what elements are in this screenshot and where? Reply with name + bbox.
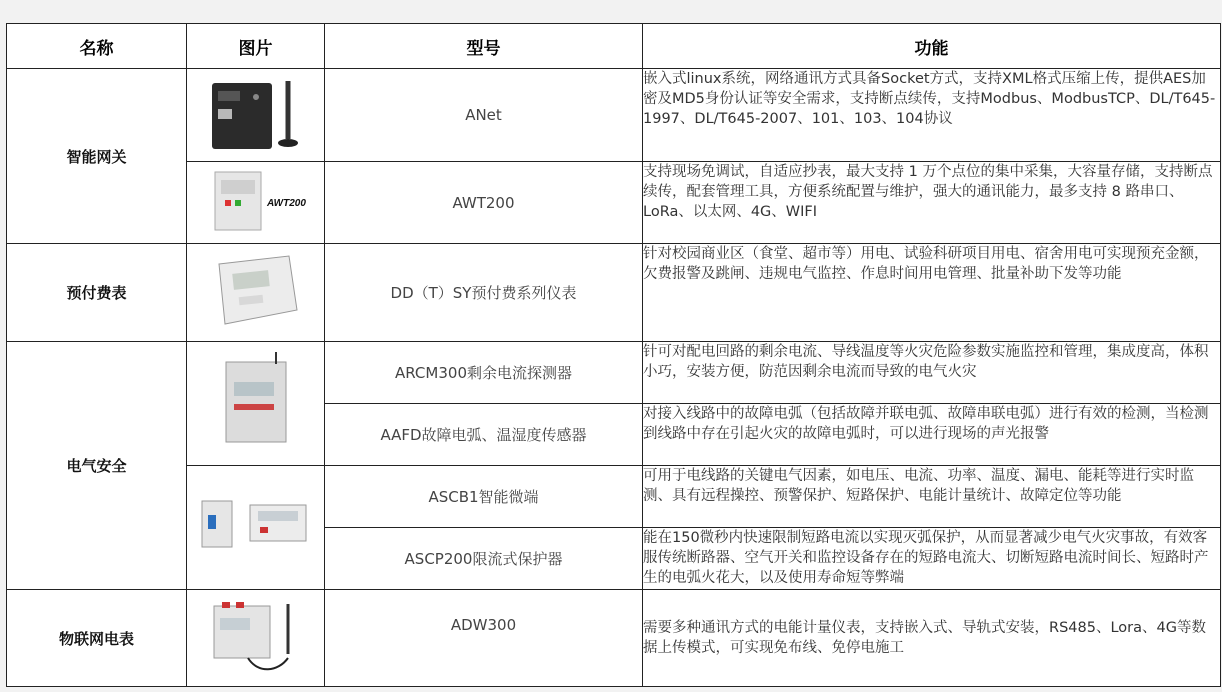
table-row: [7, 342, 1221, 404]
header-image: 图片: [187, 24, 325, 69]
awt200-device-image: [211, 166, 306, 236]
model-adw300: ADW300: [325, 590, 643, 687]
category-iot-meter: 物联网电表: [7, 590, 187, 687]
header-model: 型号: [325, 24, 643, 69]
model-ascp200: ASCP200限流式保护器: [325, 528, 643, 590]
product-image-prepaid: [187, 244, 325, 342]
adw300-device-image: [208, 596, 304, 676]
table-row: [7, 466, 1221, 528]
model-prepaid: DD（T）SY预付费系列仪表: [325, 244, 643, 342]
model-arcm300: ARCM300剩余电流探测器: [325, 342, 643, 404]
function-aafd: 对接入线路中的故障电弧（包括故障并联电弧、故障串联电弧）进行有效的检测，当检测到线路中存在引起火灾的故障电弧时，可以进行现场的声光报警: [643, 404, 1221, 466]
function-ascp200: 能在150微秒内快速限制短路电流以实现灭弧保护，从而显著减少电气火灾事故，有效客服传统断路器、空气开关和监控设备存在的短路电流大、切断短路电流时间长、短路时产生的电弧火花大，以及使用寿命短等弊端: [643, 528, 1221, 590]
model-aafd: AAFD故障电弧、温湿度传感器: [325, 404, 643, 466]
function-anet: 嵌入式linux系统，网络通讯方式具备Socket方式，支持XML格式压缩上传，提供AES加密及MD5身份认证等安全需求，支持断点续传，支持Modbus、ModbusTCP、DL/T645-1997、DL/T645-2007、101、103、104协议: [643, 69, 1221, 162]
table-row: [7, 590, 1221, 687]
product-image-anet: [187, 69, 325, 162]
function-ascb1: 可用于电线路的关键电气因素，如电压、电流、功率、温度、漏电、能耗等进行实时监测、具有远程操控、预警保护、短路保护、电能计量统计、故障定位等功能: [643, 466, 1221, 528]
anet-device-image: [206, 73, 306, 153]
header-row: [7, 24, 1221, 69]
table-row: [7, 162, 1221, 244]
awt200-image-label: AWT200: [266, 197, 306, 209]
model-ascb1: ASCB1智能微端: [325, 466, 643, 528]
function-awt200: 支持现场免调试，自适应抄表，最大支持 1 万个点位的集中采集，大容量存储，支持断点续传，配套管理工具，方便系统配置与维护，强大的通讯能力，最多支持 8 路串口、LoRa、以太网、4G、WIFI: [643, 162, 1221, 244]
header-name: 名称: [7, 24, 187, 69]
model-awt200: AWT200: [325, 162, 643, 244]
product-image-adw300: [187, 590, 325, 687]
product-table: [6, 23, 1221, 687]
function-arcm300: 针可对配电回路的剩余电流、导线温度等火灾危险参数实施监控和管理，集成度高，体积小巧，安装方便，防范因剩余电流而导致的电气火灾: [643, 342, 1221, 404]
model-anet: ANet: [325, 69, 643, 162]
product-image-ascb1: [187, 466, 325, 590]
header-function: 功能: [643, 24, 1221, 69]
function-prepaid: 针对校园商业区（食堂、超市等）用电、试验科研项目用电、宿舍用电可实现预充金额，欠费报警及跳闸、违规电气监控、作息时间用电管理、批量补助下发等功能: [643, 244, 1221, 342]
product-image-awt200: [187, 162, 325, 244]
table-row: [7, 244, 1221, 342]
function-adw300: 需要多种通讯方式的电能计量仪表，支持嵌入式、导轨式安装，RS485、Lora、4G等数据上传模式，可实现免布线、免停电施工: [643, 590, 1221, 687]
arcm300-device-image: [216, 352, 296, 452]
ascb1-device-image: [196, 491, 316, 561]
category-gateway: 智能网关: [7, 69, 187, 244]
table-row: [7, 69, 1221, 162]
category-prepaid: 预付费表: [7, 244, 187, 342]
prepaid-meter-image: [209, 250, 303, 332]
product-image-arcm300: [187, 342, 325, 466]
category-electrical-safety: 电气安全: [7, 342, 187, 590]
